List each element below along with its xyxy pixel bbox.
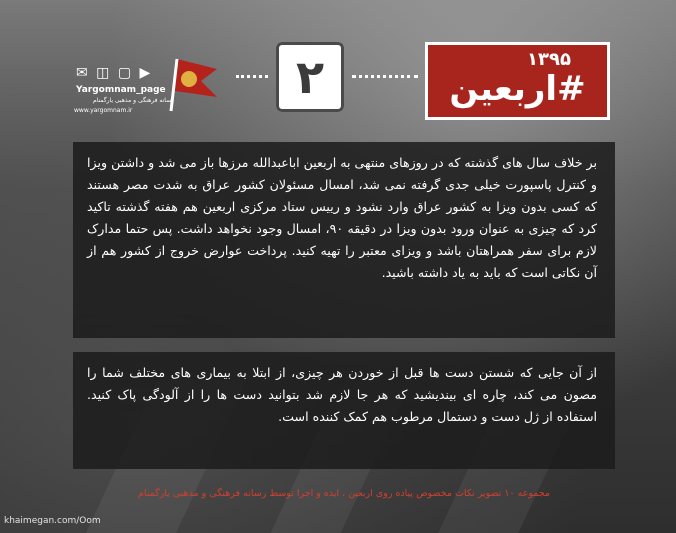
tip-paragraph: از آن جایی که شستن دست ها قبل از خوردن هر چیزی، از ابتلا به بیماری های مختلف شما را مصون می کند، چاره ای بیندیشید که هر جا لازم شد بتوانید دست ها را از آلودگی پاک کنید. استفاده از ژل دست و دستمال مرطوب هم کمک کننده است. [73,352,615,469]
divider-dots [236,75,268,78]
footer-credit: مجموعه ۱۰ تصویر نکات مخصوص پیاده روی اربعین ، ایده و اجرا توسط رسانه فرهنگی و مذهبی یارگمنام [137,488,551,499]
brand-subtitle: رسانه فرهنگی و مذهبی یارگمنام [92,97,174,104]
title-box [425,42,610,120]
tip-paragraph: بر خلاف سال های گذشته که در روزهای منتهی به اربعین اباعبدالله مرزها باز می شد و داشتن ویزا و کنترل پاسپورت خیلی جدی گرفته نمی شد، امسال مسئولان کشور عراق به شدت مصر هستند که کسی بدون ویزا به کشور عراق وارد نشود و رییس ستاد مرکزی اربعین هم هفته گذشته تاکید کرد که چیزی به عنوان ورود بدون ویزا در دقیقه ۹۰، امسال وجود نخواهد داشت. پس حتما مدارک لازم برای سفر همراهتان باشد و ویزای معتبر را تهیه کنید. پرداخت عوارض خروج از کشور هم از آن نکاتی است که باید به یاد داشته باشید. [73,142,615,338]
watermark-url: khaimegan.com/Oom [4,516,101,526]
divider-dots [352,75,418,78]
brand-url: www.yargomnam.ir [74,107,133,114]
tip-number-badge: ۲ [276,42,344,112]
brand-handle: Yargomnam_page [76,85,166,95]
header [0,0,676,130]
title-year: ۱۳۹۵ [527,49,571,70]
brand-logo [70,55,240,125]
flag-logo-icon [163,55,221,113]
title-hashtag: #اربعین [449,69,586,109]
social-icons: ✉ ◫ ▢ ▶ [76,65,153,81]
